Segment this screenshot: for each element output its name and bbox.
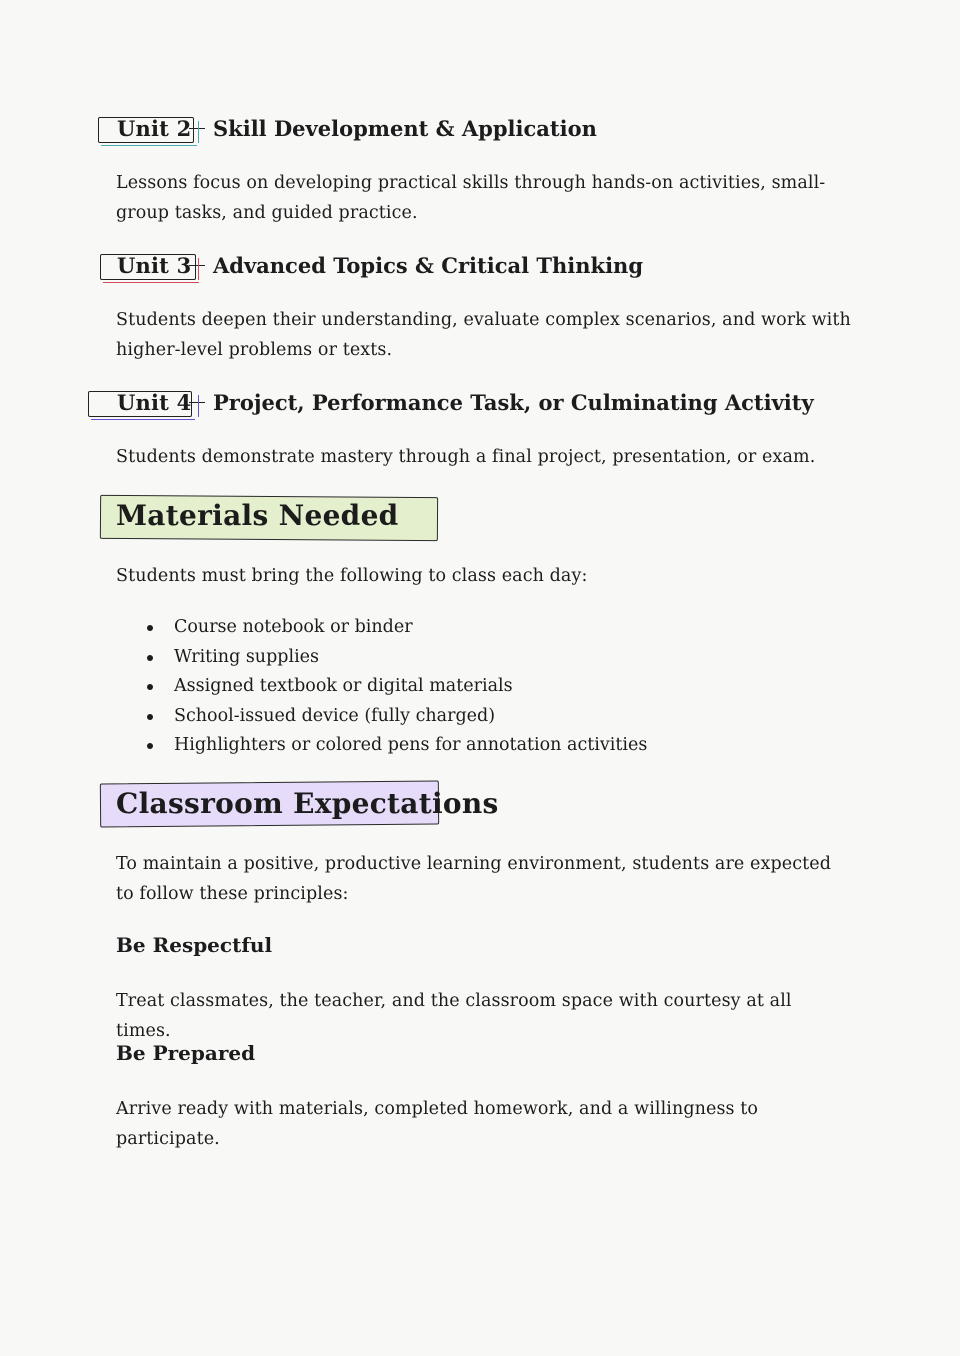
unit-label: Unit 2 xyxy=(117,116,192,141)
principle-title: Be Prepared xyxy=(116,1041,256,1065)
materials-list xyxy=(116,613,647,761)
expectations-heading: Classroom Expectations xyxy=(116,787,499,820)
bullet-icon xyxy=(147,684,153,690)
unit-4-description: Students demonstrate mastery through a final project, presentation, or exam. xyxy=(116,447,816,467)
unit-title: Project, Performance Task, or Culminating Activity xyxy=(213,390,814,415)
materials-intro: Students must bring the following to class each day: xyxy=(116,566,588,586)
unit-tick-mark xyxy=(198,258,199,280)
unit-2-heading xyxy=(86,116,846,150)
bullet-icon xyxy=(147,714,153,720)
unit-tick-mark xyxy=(198,395,199,417)
expectations-intro: To maintain a positive, productive learning environment, students are expected to follow these principles: xyxy=(116,854,832,904)
unit-3-description: Students deepen their understanding, evaluate complex scenarios, and work with higher-level problems or texts. xyxy=(116,310,851,360)
unit-label: Unit 3 xyxy=(117,253,192,278)
list-item: Course notebook or binder xyxy=(116,613,647,643)
principle-text: Arrive ready with materials, completed homework, and a willingness to participate. xyxy=(116,1099,759,1149)
unit-connector xyxy=(189,128,205,129)
materials-heading: Materials Needed xyxy=(116,499,399,532)
unit-title: Skill Development & Application xyxy=(213,116,597,141)
unit-title: Advanced Topics & Critical Thinking xyxy=(213,253,644,278)
list-item: School-issued device (fully charged) xyxy=(116,702,647,732)
principle-text: Treat classmates, the teacher, and the classroom space with courtesy at all times. xyxy=(116,991,792,1041)
list-item: Highlighters or colored pens for annotation activities xyxy=(116,731,647,761)
list-item: Assigned textbook or digital materials xyxy=(116,672,647,702)
unit-tick-mark xyxy=(198,121,199,143)
bullet-icon xyxy=(147,743,153,749)
unit-label: Unit 4 xyxy=(117,390,192,415)
unit-3-heading xyxy=(86,253,846,287)
bullet-icon xyxy=(147,655,153,661)
list-item: Writing supplies xyxy=(116,643,647,673)
bullet-icon xyxy=(147,625,153,631)
unit-connector xyxy=(189,402,205,403)
unit-2-description: Lessons focus on developing practical skills through hands-on activities, small-group tasks, and guided practice. xyxy=(116,173,826,223)
unit-4-heading xyxy=(86,390,846,424)
principle-title: Be Respectful xyxy=(116,933,273,957)
unit-connector xyxy=(189,265,205,266)
